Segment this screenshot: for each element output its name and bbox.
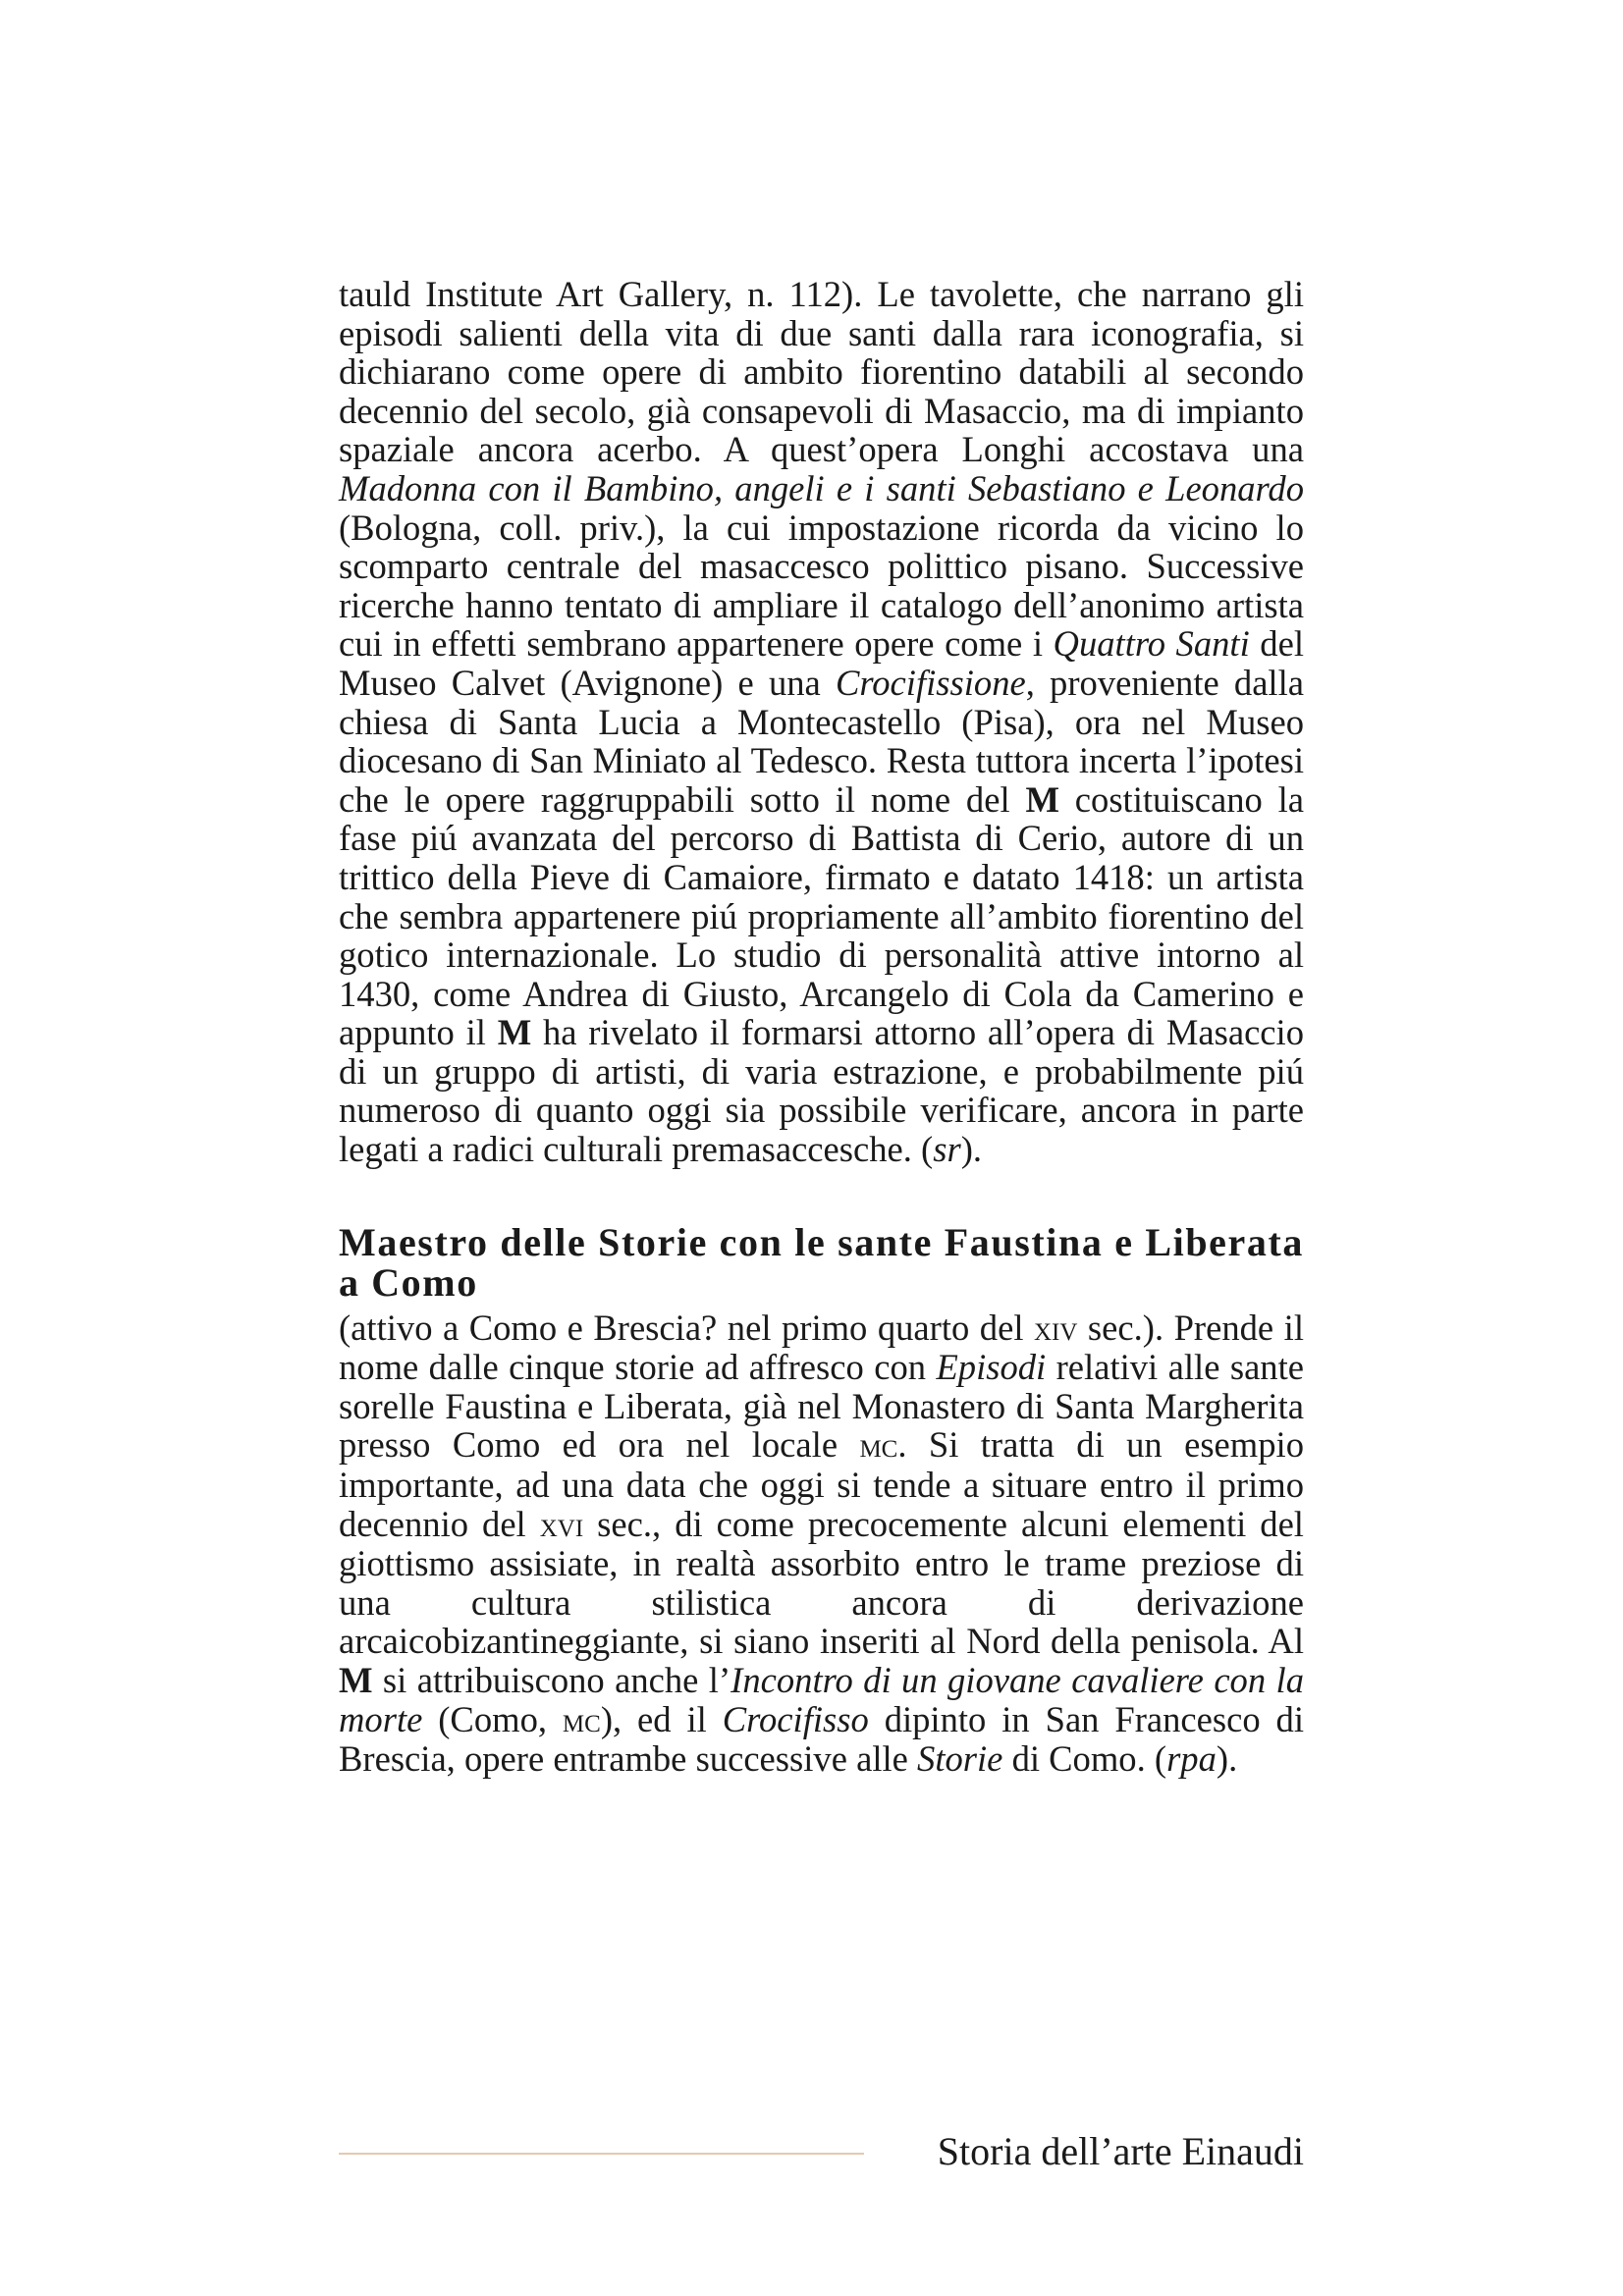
text-run: (Bologna, coll. priv.), la cui impostazione ricorda da vicino lo scomparto centrale del masaccesco polittico pisano. Successive ricerche hanno tentato di ampliare il catalogo dell’anonimo artista cui in effetti sembrano appartenere opere come i <box>339 507 1304 665</box>
artwork-title: Quattro Santi <box>1053 623 1250 665</box>
museum-abbreviation: mc <box>859 1425 898 1466</box>
master-abbreviation: M <box>1025 778 1059 820</box>
author-initials: rpa <box>1166 1738 1217 1780</box>
text-run: del Museo Calvet (Avignone) e una <box>339 623 1304 703</box>
master-abbreviation: M <box>497 1012 532 1053</box>
text-run: sec.). Prende il nome dalle cinque storie ad affresco con <box>339 1307 1304 1388</box>
artwork-title: Crocifissione <box>835 662 1026 703</box>
text-run: ). <box>960 1129 983 1170</box>
entry-paragraph <box>339 1308 1304 1779</box>
museum-abbreviation: mc <box>562 1699 601 1739</box>
artwork-title: Storie <box>917 1738 1003 1780</box>
author-initials: sr <box>933 1129 961 1170</box>
text-run: ). <box>1216 1738 1238 1780</box>
footer-publication-title: Storia dell’arte Einaudi <box>937 2129 1304 2173</box>
text-run: sec., di come precocemente alcuni elementi del giottismo assisiate, in realtà assorbito entro le trame preziose di una cultura stilistica ancora di derivazione arcaicobizantineggiante, si siano inseriti al Nord della penisola. Al <box>339 1503 1304 1662</box>
entry-title: Maestro delle Storie con le sante Faustina e Liberata a Como <box>339 1219 1304 1305</box>
artwork-title: Crocifisso <box>722 1698 869 1739</box>
text-run: costituiscano la fase piú avanzata del percorso di Battista di Cerio, autore di un trittico della Pieve di Camaiore, firmato e datato 1418: un artista che sembra appartenere piú propriamente all’ambito fiorentino del gotico internazionale. Lo studio di personalità attive intorno al 1430, come Andrea di Giusto, Arcangelo di Cola da Camerino e appunto il <box>339 778 1304 1053</box>
text-run: relativi alle sante sorelle Faustina e Liberata, già nel Monastero di Santa Margherita presso Como ed ora nel locale <box>339 1347 1304 1466</box>
century-numeral: xvi <box>539 1504 584 1544</box>
artwork-title: Episodi <box>936 1347 1047 1388</box>
century-numeral: xiv <box>1033 1308 1078 1348</box>
master-abbreviation: M <box>339 1660 373 1700</box>
text-run: di Como. ( <box>1002 1738 1167 1780</box>
text-run: dipinto in San Francesco di Brescia, opere entrambe successive alle <box>339 1698 1305 1780</box>
text-run: ha rivelato il formarsi attorno all’opera di Masaccio di un gruppo di artisti, di varia estrazione, e probabilmente piú numeroso di quanto oggi sia possibile verificare, ancora in parte legati a radici culturali premasaccesche. ( <box>339 1012 1304 1170</box>
text-run: si attribuiscono anche l’ <box>372 1660 731 1700</box>
footer-rule <box>339 2153 864 2155</box>
page-footer <box>339 2124 1304 2179</box>
page-content <box>339 275 1304 1779</box>
text-run: , proveniente dalla chiesa di Santa Lucia a Montecastello (Pisa), ora nel Museo diocesano di San Miniato al Tedesco. Resta tuttora incerta l’ipotesi che le opere raggruppabili sotto il nome del <box>339 662 1304 820</box>
text-run: tauld Institute Art Gallery, n. 112). Le tavolette, che narrano gli episodi salienti della vita di due santi dalla rara iconografia, si dichiarano come opere di ambito fiorentino databili al secondo decennio del secolo, già consapevoli di Masaccio, ma di impianto spaziale ancora acerbo. A quest’opera Longhi accostava una <box>339 274 1304 470</box>
encyclopedia-entry <box>339 1219 1305 1780</box>
artwork-title: Madonna con il Bambino, angeli e i santi Sebastiano e Leonardo <box>339 467 1304 508</box>
text-run: ), ed il <box>600 1698 723 1739</box>
artwork-title: Incontro di un giovane cavaliere con la morte <box>339 1660 1304 1739</box>
text-run: . Si tratta di un esempio importante, ad una data che oggi si tende a situare entro il primo decennio del <box>339 1424 1304 1544</box>
text-run: (attivo a Como e Brescia? nel primo quarto del <box>339 1307 1034 1348</box>
text-run: (Como, <box>422 1698 563 1739</box>
previous-entry-paragraph <box>339 275 1304 1169</box>
